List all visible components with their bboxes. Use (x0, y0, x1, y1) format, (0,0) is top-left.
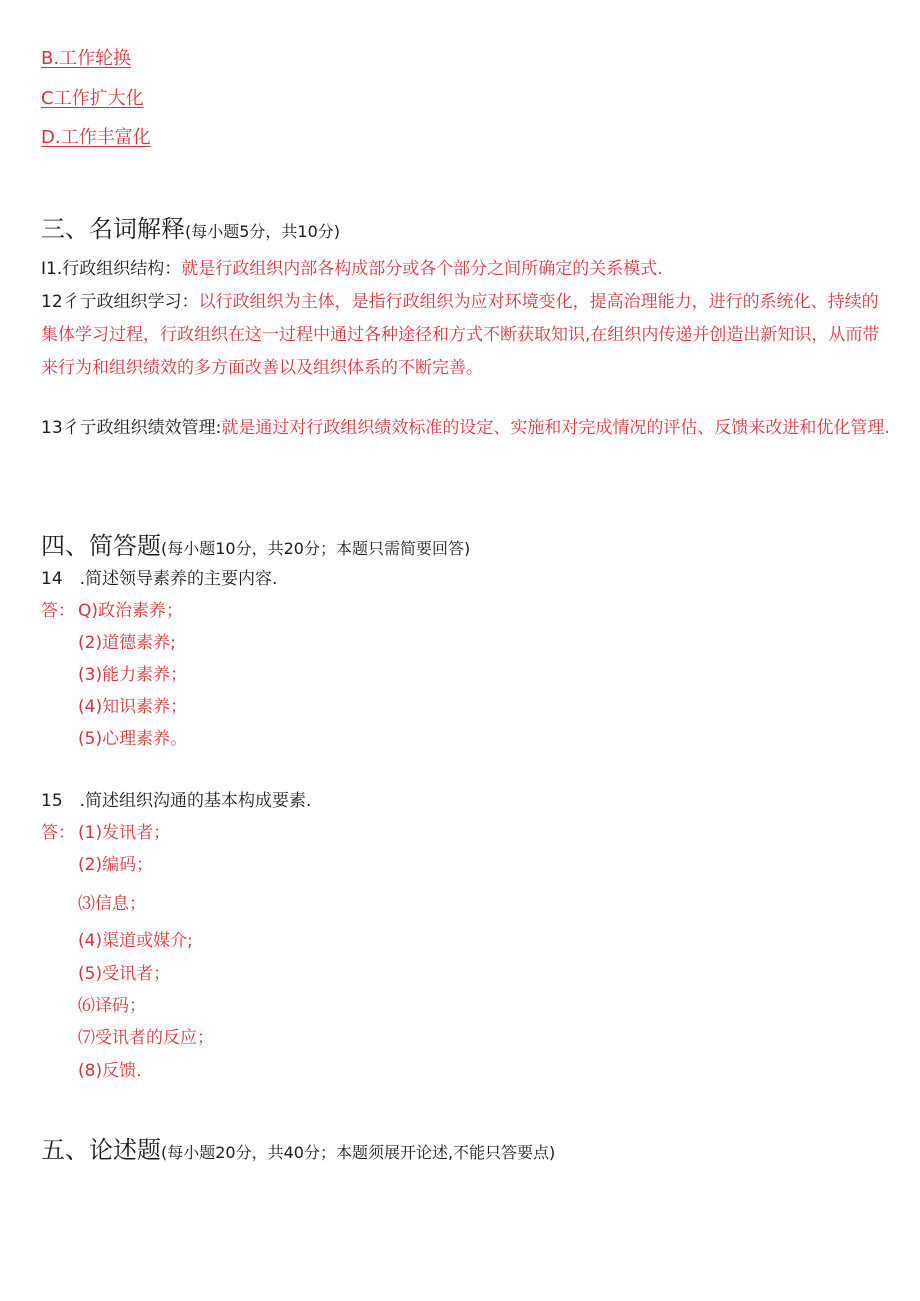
question-14: 14 .简述领导素养的主要内容. (41, 569, 278, 589)
term-11 (41, 253, 663, 286)
section-5-title: 五、论述题 (41, 1136, 161, 1164)
section-5-heading (41, 1130, 555, 1165)
term-13 (41, 412, 891, 445)
section-3-title: 三、名词解释 (41, 215, 185, 243)
answer-14-item: (2)道德素养; (78, 633, 176, 653)
term-12-label: 12彳亍政组织学习： (41, 292, 199, 312)
answer-15-item: (1)发讯者； (78, 823, 171, 843)
section-4-heading (41, 526, 470, 561)
section-3-note: (每小题5分，共10分) (185, 222, 341, 241)
section-4-title: 四、简答题 (41, 532, 161, 560)
answer-15-item: ⑹译码； (78, 996, 146, 1016)
term-13-label: 13彳亍政组织绩效管理: (41, 418, 222, 438)
answer-15-prefix: 答： (41, 823, 75, 843)
answer-15-item: (4)渠道或媒介; (78, 931, 193, 951)
answer-14-prefix: 答： (41, 601, 75, 621)
answer-14-item: (5)心理素养。 (78, 729, 188, 749)
option-d: D.工作丰富化 (41, 127, 151, 148)
answer-14-item: Q)政治素养； (78, 601, 184, 621)
answer-15-item: (8)反馈. (78, 1061, 142, 1081)
answer-15-item: ⑺受讯者的反应； (78, 1028, 214, 1048)
section-5-note: (每小题20分，共40分；本题须展开论述,不能只答要点) (161, 1143, 556, 1162)
term-13-definition: 就是通过对行政组织绩效标准的设定、实施和对完成情况的评估、反馈来改进和优化管理. (221, 418, 890, 438)
option-b: B.工作轮换 (41, 48, 132, 69)
section-3-heading (41, 209, 340, 244)
answer-14-item: (3)能力素养； (78, 665, 188, 685)
answer-15-item: ⑶信息； (78, 894, 146, 914)
term-12 (41, 286, 891, 385)
term-11-definition: 就是行政组织内部各构成部分或各个部分之间所确定的关系模式. (181, 259, 663, 279)
term-12-definition: 以行政组织为主体，是指行政组织为应对环境变化，提高治理能力，进行的系统化、持续的集体学习过程，行政组织在这一过程中通过各种途径和方式不断获取知识,在组织内传递并创造出新知识，从而带来行为和组织绩效的多方面改善以及组织体系的不断完善。 (41, 292, 880, 378)
question-15: 15 .简述组织沟通的基本构成要素. (41, 791, 312, 811)
section-4-note: (每小题10分，共20分；本题只需简要回答) (161, 539, 471, 558)
term-11-label: I1.行政组织结构： (41, 259, 182, 279)
option-c: C工作扩大化 (41, 88, 144, 109)
answer-15-item: (2)编码； (78, 855, 154, 875)
answer-14-item: (4)知识素养； (78, 697, 188, 717)
answer-15-item: (5)受讯者； (78, 964, 171, 984)
